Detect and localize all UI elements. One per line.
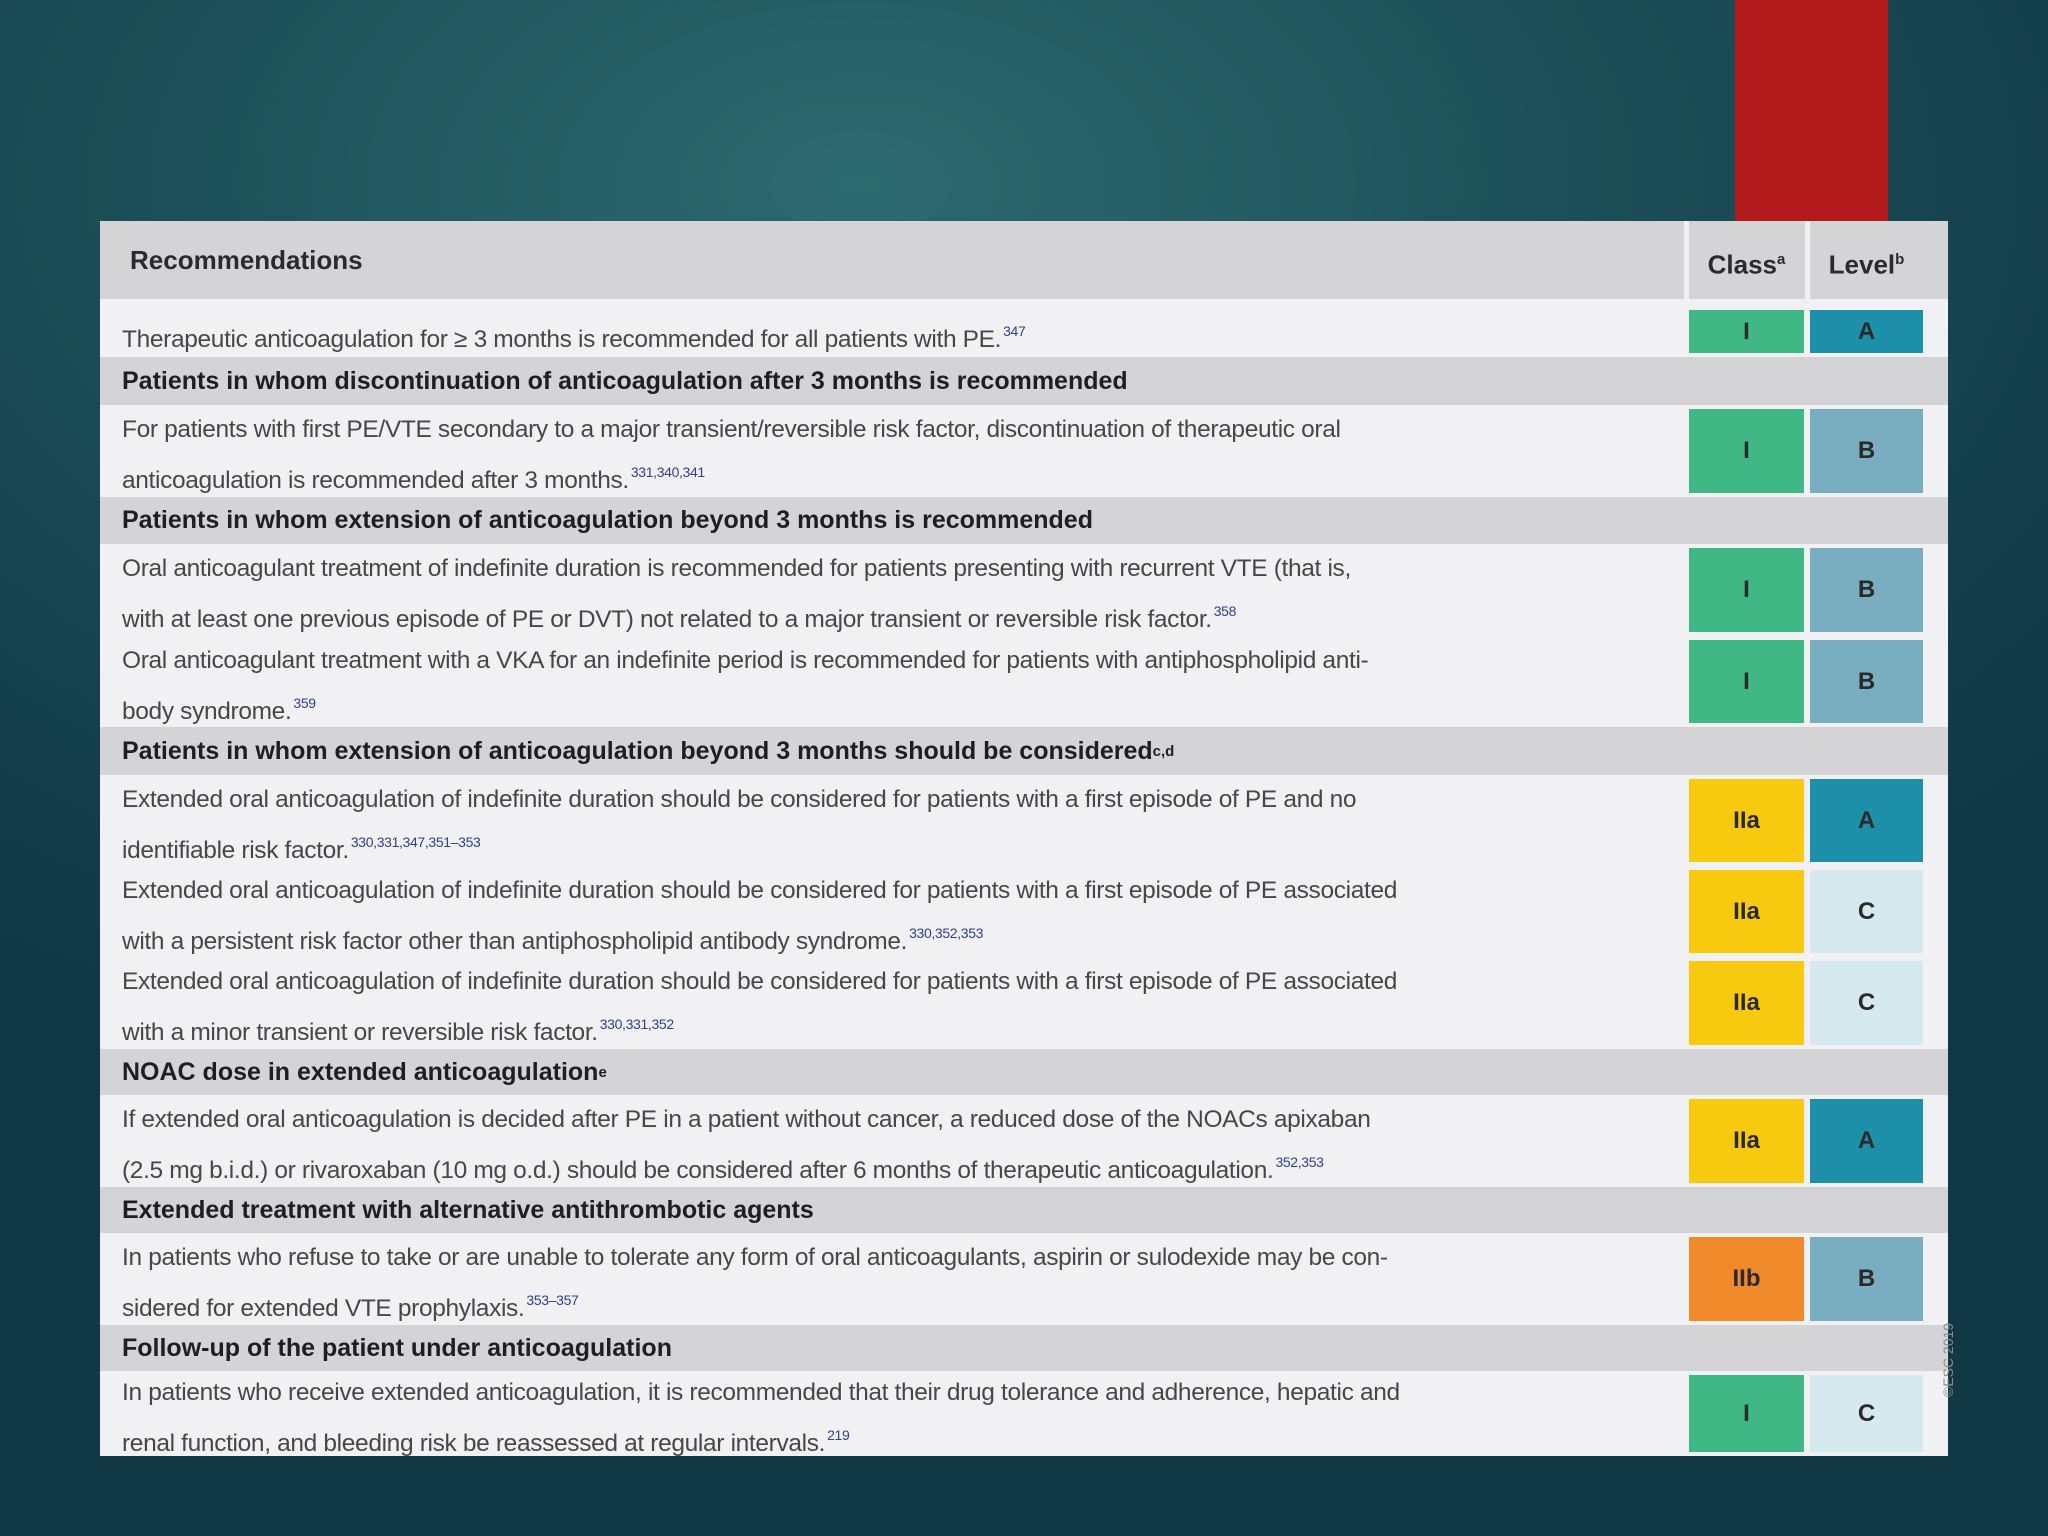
text-line: Oral anticoagulant treatment of indefinite duration is recommended for patients presenting with recurrent VTE (that is, — [122, 555, 1351, 582]
recommendation-row — [100, 1095, 1948, 1187]
reference-superscript: 347 — [1003, 323, 1026, 339]
section-header-row — [100, 1187, 1948, 1233]
recommendation-row — [100, 866, 1948, 957]
class-badge: I — [1689, 409, 1804, 493]
level-badge: A — [1810, 779, 1923, 862]
recommendation-row — [100, 1371, 1948, 1456]
reference-superscript: 330,331,352 — [599, 1016, 674, 1032]
section-title: Follow-up of the patient under anticoagulation — [122, 1333, 672, 1362]
reference-superscript: 219 — [827, 1427, 850, 1443]
text-line: with a persistent risk factor other than antiphospholipid antibody syndrome. $^{330,352,353}$ — [122, 925, 984, 955]
recommendation-text — [122, 309, 1642, 362]
level-badge: C — [1810, 961, 1923, 1045]
text-line: If extended oral anticoagulation is decided after PE in a patient without cancer, a reduced dose of the NOACs apixaban — [122, 1106, 1371, 1133]
text-line: renal function, and bleeding risk be reassessed at regular intervals. $^{219}$ — [122, 1427, 850, 1457]
recommendation-text — [122, 639, 1642, 733]
text-line: Therapeutic anticoagulation for ≥ 3 months is recommended for all patients with PE. $^{347}$ — [122, 323, 1026, 353]
level-badge: B — [1810, 409, 1923, 493]
class-badge: IIa — [1689, 779, 1804, 862]
section-title: Patients in whom extension of anticoagulation beyond 3 months is recommended — [122, 506, 1093, 534]
level-badge: C — [1810, 870, 1923, 953]
section-header-row — [100, 357, 1948, 405]
section-title: Patients in whom discontinuation of anticoagulation after 3 months is recommended — [122, 366, 1128, 395]
recommendation-row — [100, 636, 1948, 727]
copyright-watermark: ©ESC 2019 — [1940, 1322, 1956, 1398]
section-header-row — [100, 1049, 1948, 1095]
level-badge: B — [1810, 548, 1923, 632]
reference-superscript: 331,340,341 — [630, 464, 705, 480]
section-header-row — [100, 497, 1948, 544]
level-badge: B — [1810, 1237, 1923, 1321]
reference-superscript: 330,352,353 — [909, 925, 984, 941]
class-badge: IIb — [1689, 1237, 1804, 1321]
recommendation-text — [122, 408, 1642, 502]
recommendation-text — [122, 1371, 1642, 1465]
section-header-row — [100, 727, 1948, 775]
recommendation-text — [122, 869, 1642, 963]
text-line: identifiable risk factor. $^{330,331,347,351-353}$ — [122, 834, 481, 864]
recommendation-text — [122, 778, 1642, 872]
section-title: Extended treatment with alternative antithrombotic agents — [122, 1195, 814, 1224]
recommendation-row — [100, 544, 1948, 636]
recommendation-row — [100, 1233, 1948, 1325]
recommendation-text — [122, 960, 1642, 1054]
class-badge: IIa — [1689, 1099, 1804, 1183]
recommendations-heading: Recommendations — [130, 245, 363, 275]
red-accent-tab — [1735, 0, 1888, 222]
text-line: For patients with first PE/VTE secondary to a major transient/reversible risk factor, discontinuation of therapeutic oral — [122, 416, 1341, 443]
text-line: Extended oral anticoagulation of indefinite duration should be considered for patients with a first episode of PE associated — [122, 877, 1397, 904]
class-badge: I — [1689, 1375, 1804, 1452]
level-heading: Level$^b$ — [1828, 249, 1905, 280]
text-line: Oral anticoagulant treatment with a VKA for an indefinite period is recommended for patients with antiphospholipid anti- — [122, 647, 1369, 674]
recommendation-row — [100, 957, 1948, 1049]
reference-superscript: 353–357 — [526, 1292, 579, 1308]
level-badge: A — [1810, 1099, 1923, 1183]
section-title: NOAC dose in extended anticoagulation e — [122, 1057, 607, 1086]
text-line: with a minor transient or reversible risk factor. $^{330,331,352}$ — [122, 1016, 674, 1046]
text-line: Extended oral anticoagulation of indefinite duration should be considered for patients with a first episode of PE associated — [122, 968, 1397, 995]
recommendation-row — [100, 405, 1948, 497]
reference-superscript: 330,331,347,351–353 — [350, 834, 481, 850]
class-badge: I — [1689, 640, 1804, 723]
text-line: Extended oral anticoagulation of indefinite duration should be considered for patients with a first episode of PE and no — [122, 786, 1357, 813]
level-badge: A — [1810, 310, 1923, 353]
reference-superscript: 359 — [293, 695, 316, 711]
text-line: sidered for extended VTE prophylaxis. $^{353-357}$ — [122, 1292, 579, 1322]
text-line: body syndrome. $^{359}$ — [122, 695, 316, 725]
class-heading: Class$^a$ — [1707, 249, 1786, 280]
table-header — [100, 221, 1948, 299]
section-header-row — [100, 1325, 1948, 1371]
level-badge: B — [1810, 640, 1923, 723]
class-badge: I — [1689, 548, 1804, 632]
section-title: Patients in whom extension of anticoagulation beyond 3 months should be considered c,d — [122, 736, 1175, 765]
recommendation-text — [122, 547, 1642, 641]
recommendation-text — [122, 1236, 1642, 1330]
recommendations-table — [100, 221, 1948, 1456]
text-line: (2.5 mg b.i.d.) or rivaroxaban (10 mg o.d.) should be considered after 6 months of therapeutic anticoagulation. $^{352,353}$ — [122, 1154, 1324, 1184]
text-line: with at least one previous episode of PE or DVT) not related to a major transient or reversible risk factor. $^{358}$ — [122, 603, 1237, 633]
recommendation-text — [122, 1098, 1642, 1192]
text-line: anticoagulation is recommended after 3 months. $^{331,340,341}$ — [122, 464, 705, 494]
text-line: In patients who receive extended anticoagulation, it is recommended that their drug tolerance and adherence, hepatic and — [122, 1379, 1400, 1406]
reference-superscript: 358 — [1213, 603, 1237, 619]
recommendation-row — [100, 775, 1948, 866]
class-badge: IIa — [1689, 870, 1804, 953]
reference-superscript: 352,353 — [1275, 1154, 1324, 1170]
text-line: In patients who refuse to take or are unable to tolerate any form of oral anticoagulants, aspirin or sulodexide may be con- — [122, 1244, 1388, 1271]
level-badge: C — [1810, 1375, 1923, 1452]
class-badge: IIa — [1689, 961, 1804, 1045]
recommendation-row — [100, 306, 1948, 357]
class-badge: I — [1689, 310, 1804, 353]
